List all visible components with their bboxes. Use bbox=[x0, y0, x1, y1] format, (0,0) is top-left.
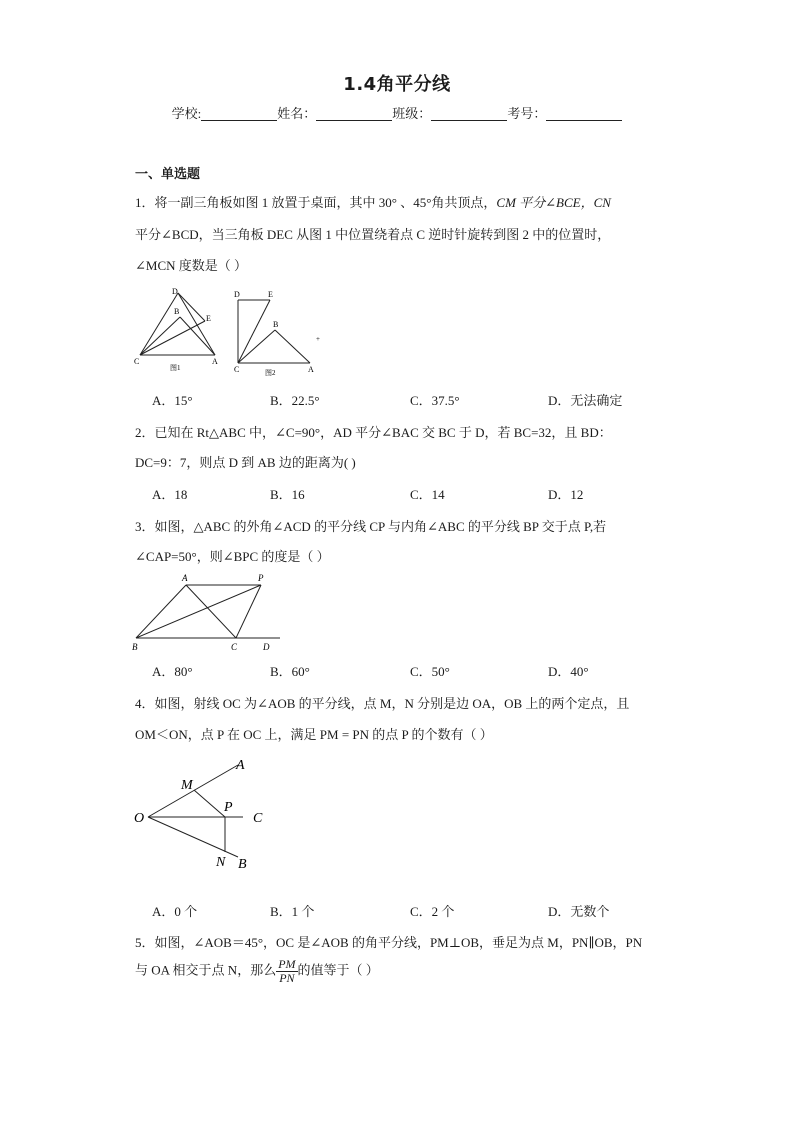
q1-option-d[interactable]: D．无法确定 bbox=[548, 393, 623, 408]
exam-no-field[interactable] bbox=[546, 106, 622, 121]
q4-option-b[interactable]: B．1 个 bbox=[270, 904, 315, 919]
q3-option-c[interactable]: C．50° bbox=[410, 664, 450, 679]
q3-label-c: C bbox=[231, 642, 238, 652]
q4-label-b: B bbox=[238, 857, 247, 872]
q1-fig1-label-b: B bbox=[174, 307, 180, 316]
q3-option-d[interactable]: D．40° bbox=[548, 664, 589, 679]
q5-fraction: $\frac{PM}{PN}$ bbox=[278, 957, 296, 985]
q3-label-a: A bbox=[182, 573, 188, 583]
q4-label-o: O bbox=[134, 811, 145, 826]
q1-fig1-label-c: C bbox=[134, 357, 140, 366]
q4-line1: 4．如图，射线 OC 为∠AOB 的平分线，点 M，N 分别是边 OA，OB 上的两个定点，且 bbox=[135, 696, 630, 711]
q3-figure bbox=[128, 570, 288, 655]
q5-line1: 5．如图，∠AOB＝45°，OC 是∠AOB 的角平分线，PM⊥OB，垂足为点 M，PN∥OB，PN bbox=[135, 935, 643, 950]
q1-fig1 bbox=[140, 293, 215, 355]
q1-fig1-label-d: D bbox=[172, 287, 178, 296]
q1-fig1-caption: 图1 bbox=[170, 364, 181, 372]
q1-option-b[interactable]: B．22.5° bbox=[270, 393, 320, 408]
q1-line3: ∠MCN 度数是（ ） bbox=[135, 258, 248, 273]
q3-label-b: B bbox=[132, 642, 138, 652]
q4-option-d[interactable]: D．无数个 bbox=[548, 904, 610, 919]
q4-label-a: A bbox=[236, 758, 245, 773]
section-heading: 一、单选题 bbox=[135, 167, 201, 182]
q1-option-c[interactable]: C．37.5° bbox=[410, 393, 460, 408]
q1-option-a[interactable]: A．15° bbox=[152, 393, 193, 408]
q1-fig1-label-a: A bbox=[212, 357, 218, 366]
q3-label-d: D bbox=[263, 642, 270, 652]
q1-fig2-mark: + bbox=[316, 335, 320, 343]
q5-line2: 与 OA 相交于点 N，那么 $\frac{PM}{PN}$ 的值等于（ ） bbox=[135, 957, 379, 985]
q4-figure bbox=[128, 752, 278, 877]
q3-label-p: P bbox=[258, 573, 264, 583]
q4-label-m: M bbox=[181, 778, 193, 793]
q3-option-b[interactable]: B．60° bbox=[270, 664, 310, 679]
q1-figures bbox=[130, 285, 330, 380]
page-title: 1.4角平分线 bbox=[343, 74, 451, 95]
q4-line2: OM＜ON，点 P 在 OC 上，满足 PM = PN 的点 P 的个数有（ ） bbox=[135, 727, 493, 742]
q1-fig2-label-a: A bbox=[308, 365, 314, 374]
exam-no-label: 考号： bbox=[507, 106, 547, 121]
q4-label-c: C bbox=[253, 811, 263, 826]
q2-option-c[interactable]: C．14 bbox=[410, 487, 445, 502]
q2-option-a[interactable]: A．18 bbox=[152, 487, 188, 502]
q1-fig2-label-d: D bbox=[234, 290, 240, 299]
school-label: 学校: bbox=[171, 106, 202, 121]
q1-line2: 平分∠BCD，当三角板 DEC 从图 1 中位置绕着点 C 逆时针旋转到图 2 中的位置时， bbox=[135, 227, 611, 242]
class-label: 班级： bbox=[392, 106, 432, 121]
q4-label-n: N bbox=[216, 855, 226, 870]
q1-fig2 bbox=[238, 300, 310, 363]
q1-fig2-label-c: C bbox=[234, 365, 240, 374]
q1-line1: 1．将一副三角板如图 1 放置于桌面，其中 30° 、45°角共顶点，CM 平分∠BCE，CN bbox=[135, 195, 611, 210]
q2-line1: 2．已知在 Rt△ABC 中，∠C=90°，AD 平分∠BAC 交 BC 于 D，若 BC=32，且 BD： bbox=[135, 425, 612, 440]
q4-option-a[interactable]: A．0 个 bbox=[152, 904, 198, 919]
name-field[interactable] bbox=[316, 106, 392, 121]
q3-line2: ∠CAP=50°，则∠BPC 的度是（ ） bbox=[135, 549, 330, 564]
q2-option-b[interactable]: B．16 bbox=[270, 487, 305, 502]
class-field[interactable] bbox=[431, 106, 507, 121]
q4-label-p: P bbox=[224, 800, 233, 815]
q1-fig2-caption: 图2 bbox=[265, 369, 276, 377]
q4-option-c[interactable]: C．2 个 bbox=[410, 904, 455, 919]
q3-option-a[interactable]: A．80° bbox=[152, 664, 193, 679]
student-info-row bbox=[0, 103, 794, 122]
q1-fig1-label-e: E bbox=[206, 314, 211, 323]
school-field[interactable] bbox=[201, 106, 277, 121]
q2-line2: DC=9：7，则点 D 到 AB 边的距离为( ) bbox=[135, 455, 356, 470]
q1-fig2-label-e: E bbox=[268, 290, 273, 299]
q3-line1: 3．如图，△ABC 的外角∠ACD 的平分线 CP 与内角∠ABC 的平分线 BP 交于点 P,若 bbox=[135, 519, 607, 534]
q2-option-d[interactable]: D．12 bbox=[548, 487, 584, 502]
name-label: 姓名： bbox=[277, 106, 317, 121]
q1-fig2-label-b: B bbox=[273, 320, 279, 329]
